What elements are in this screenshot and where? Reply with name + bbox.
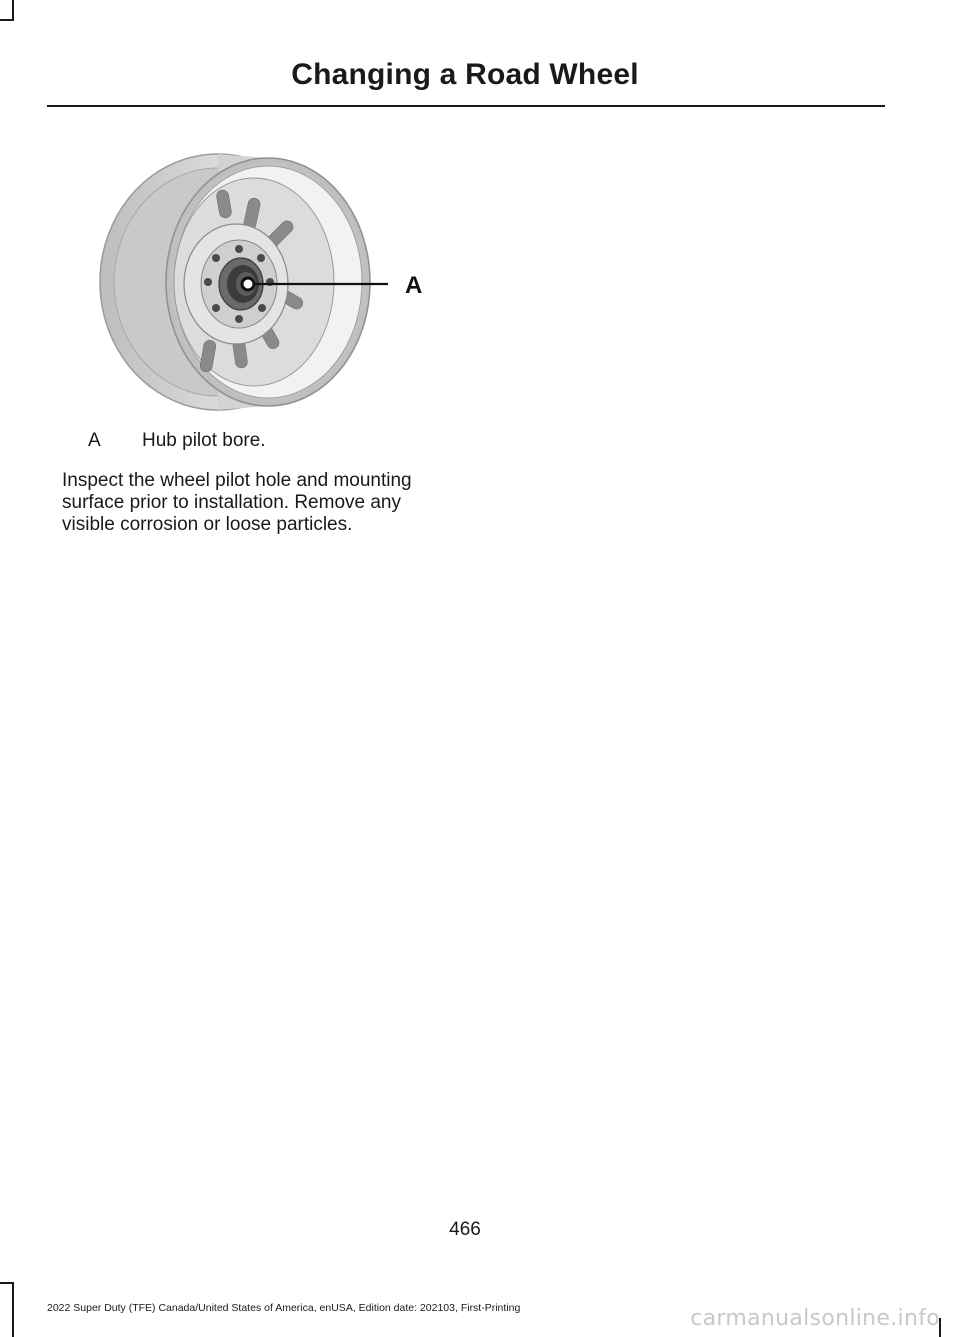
crop-mark-bottom-left-h: [0, 1282, 14, 1284]
crop-mark-bottom-left-v: [12, 1282, 14, 1337]
legend-key: A: [88, 430, 101, 451]
title-rule: [47, 105, 885, 107]
body-paragraph: Inspect the wheel pilot hole and mounting surface prior to installation. Remove any visible corrosion or loose particles.: [62, 470, 412, 535]
page-title: Changing a Road Wheel: [291, 58, 639, 91]
page-number: 466: [449, 1219, 481, 1240]
road-wheel-illustration: [96, 150, 436, 418]
edition-footer: 2022 Super Duty (TFE) Canada/United States of America, enUSA, Edition date: 202103, First-Printing: [47, 1302, 521, 1314]
crop-mark-top-left-v: [12, 0, 14, 20]
figure-callout-label: A: [405, 272, 423, 299]
legend-text: Hub pilot bore.: [142, 430, 266, 451]
crop-mark-top-left-h: [0, 19, 14, 21]
watermark: carmanualsonline.info: [690, 1306, 940, 1331]
